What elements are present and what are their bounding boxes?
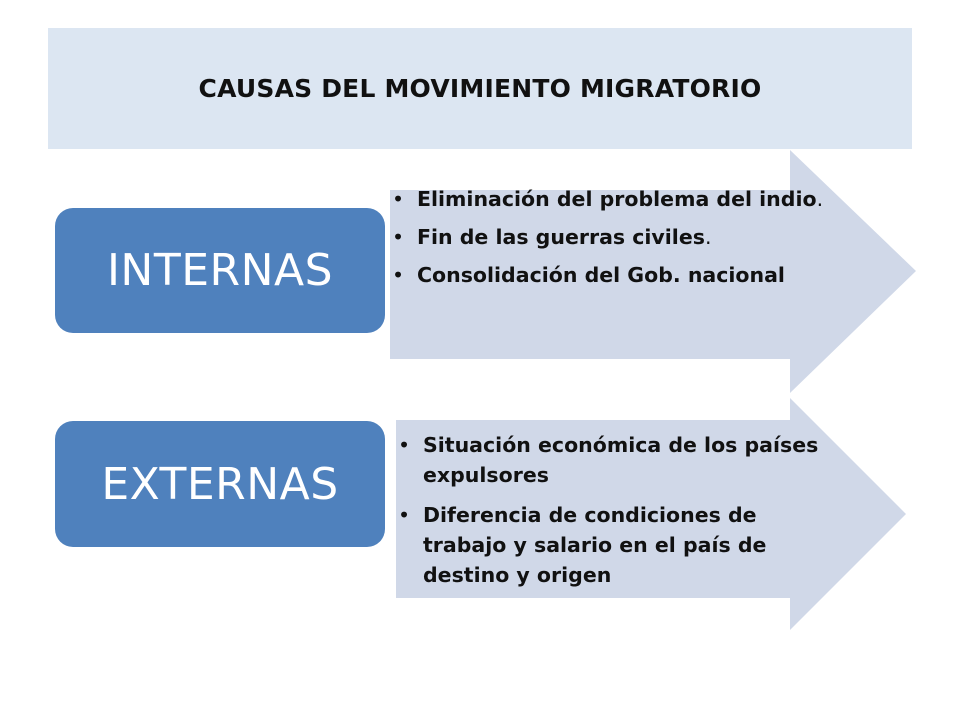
list-item xyxy=(396,500,836,590)
list-item xyxy=(390,184,830,214)
page-title: CAUSAS DEL MOVIMIENTO MIGRATORIO xyxy=(198,74,762,103)
category-label-text: EXTERNAS xyxy=(101,458,339,510)
bullet-icon: • xyxy=(392,263,405,287)
bullet-text: Eliminación del problema del indio xyxy=(417,187,817,211)
category-label-externas xyxy=(55,421,385,547)
bullet-text: Situación económica de los países expulsores xyxy=(423,433,819,487)
bullet-icon: • xyxy=(398,433,411,457)
bullet-text: Fin de las guerras civiles xyxy=(417,225,705,249)
bullet-icon: • xyxy=(398,503,411,527)
list-item xyxy=(390,222,830,252)
category-label-internas xyxy=(55,208,385,333)
bullet-suffix: . xyxy=(816,187,824,211)
list-item xyxy=(396,430,836,490)
title-banner xyxy=(48,28,912,149)
bullet-text: Diferencia de condiciones de trabajo y salario en el país de destino y origen xyxy=(423,503,767,587)
category-label-text: INTERNAS xyxy=(106,245,334,296)
bullet-icon: • xyxy=(392,225,405,249)
bullet-list-externas xyxy=(396,430,836,600)
bullet-list-internas xyxy=(390,184,830,298)
list-item xyxy=(390,260,830,290)
bullet-text: Consolidación del Gob. nacional xyxy=(417,263,785,287)
bullet-icon: • xyxy=(392,187,405,211)
bullet-suffix: . xyxy=(704,225,712,249)
